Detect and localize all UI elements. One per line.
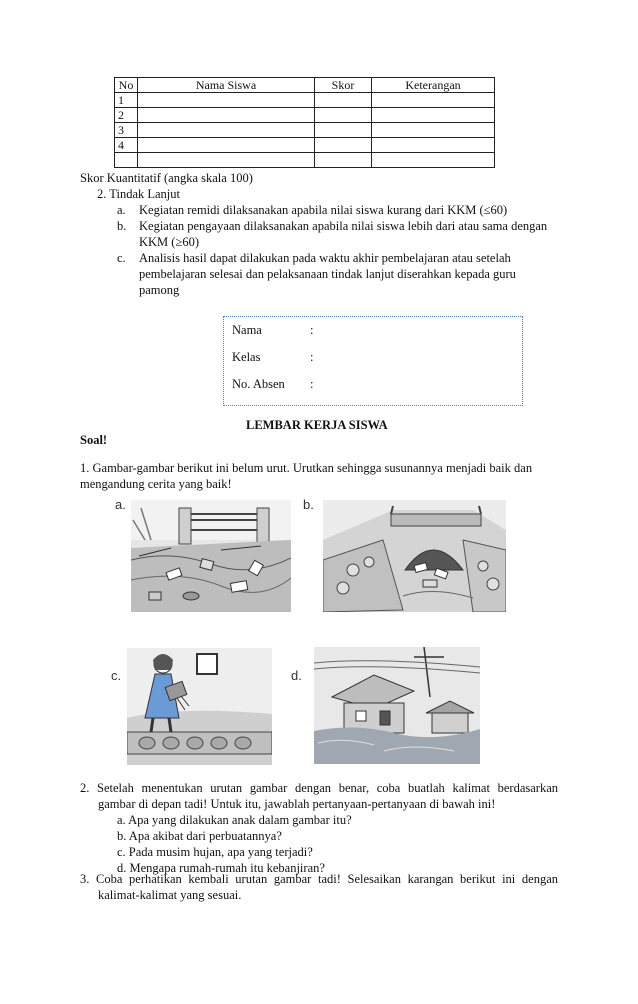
header-keterangan: Keterangan [372, 78, 495, 93]
table-row [115, 138, 495, 153]
cell [315, 93, 372, 108]
cell [372, 93, 495, 108]
question-2-line: gambar di depan tadi! Untuk itu, jawablah pertanyaan-pertanyaan di bawah ini! [98, 797, 496, 811]
cell [372, 153, 495, 168]
row-number: 4 [115, 138, 138, 153]
cell [138, 108, 315, 123]
cell [372, 123, 495, 138]
picture-b-clogged-culvert [323, 500, 506, 612]
kelas-label: Kelas [232, 350, 261, 364]
picture-c-girl-throwing-trash [127, 648, 272, 765]
list-item: pembelajaran selesai dan pelaksanaan tindak lanjut diserahkan kepada guru [139, 267, 516, 281]
list-item: KKM (≥60) [139, 235, 199, 249]
nama-colon: : [310, 323, 314, 337]
header-skor: Skor [315, 78, 372, 93]
table-header-row [115, 78, 495, 93]
cell [315, 108, 372, 123]
picture-d-letter: d. [291, 668, 302, 683]
question-3-line: 3. Coba perhatikan kembali urutan gambar tadi! Selesaikan karangan berikut ini dengan [80, 872, 558, 886]
question-2-sub-item: b. Apa akibat dari perbuatannya? [117, 829, 282, 843]
skor-kuantitatif-label: Skor Kuantitatif (angka skala 100) [80, 171, 253, 185]
list-item: pamong [139, 283, 180, 297]
no-absen-colon: : [310, 377, 314, 391]
row-number: 3 [115, 123, 138, 138]
cell [372, 108, 495, 123]
picture-d-flooded-houses [314, 647, 480, 764]
table-row [115, 153, 495, 168]
table-row [115, 93, 495, 108]
list-item: Kegiatan pengayaan dilaksanakan apabila nilai siswa lebih dari atau sama dengan [139, 219, 548, 233]
picture-c-letter: c. [111, 668, 122, 683]
no-absen-field[interactable] [232, 377, 313, 392]
score-table [114, 77, 495, 168]
cell [315, 138, 372, 153]
nama-field[interactable] [232, 323, 313, 338]
list-marker: a. [117, 203, 126, 217]
cell [138, 153, 315, 168]
question-2-sub-item: d. Mengapa rumah-rumah itu kebanjiran? [117, 861, 325, 875]
list-marker: c. [117, 251, 126, 265]
question-1-line: mengandung cerita yang baik! [80, 477, 232, 491]
kelas-field[interactable] [232, 350, 313, 365]
header-nama-siswa: Nama Siswa [138, 78, 315, 93]
list-marker: b. [117, 219, 127, 233]
list-item: Analisis hasil dapat dilakukan pada waktu akhir pembelajaran atau setelah [139, 251, 511, 265]
question-1-line: 1. Gambar-gambar berikut ini belum urut. Urutkan sehingga susunannya menjadi baik dan [80, 461, 533, 475]
student-identity-box [223, 316, 523, 406]
nama-label: Nama [232, 323, 262, 337]
cell [315, 123, 372, 138]
question-3-line: kalimat-kalimat yang sesuai. [98, 888, 242, 902]
row-number [115, 153, 138, 168]
tindak-lanjut-heading: 2. Tindak Lanjut [97, 187, 180, 201]
cell [315, 153, 372, 168]
picture-a-trash-bridge [131, 500, 291, 612]
cell [138, 93, 315, 108]
list-item: Kegiatan remidi dilaksanakan apabila nilai siswa kurang dari KKM (≤60) [139, 203, 508, 217]
row-number: 2 [115, 108, 138, 123]
no-absen-label: No. Absen [232, 377, 285, 391]
row-number: 1 [115, 93, 138, 108]
table-row [115, 123, 495, 138]
header-no: No [115, 78, 138, 93]
picture-a-letter: a. [115, 497, 126, 512]
picture-b-letter: b. [303, 497, 314, 512]
question-2-line: 2. Setelah menentukan urutan gambar dengan benar, coba buatlah kalimat berdasarkan [80, 781, 558, 795]
soal-label: Soal! [80, 433, 108, 447]
cell [138, 123, 315, 138]
table-row [115, 108, 495, 123]
cell [372, 138, 495, 153]
worksheet-title: LEMBAR KERJA SISWA [246, 418, 388, 432]
question-2-sub-item: c. Pada musim hujan, apa yang terjadi? [117, 845, 313, 859]
question-2-sub-item: a. Apa yang dilakukan anak dalam gambar itu? [117, 813, 352, 827]
cell [138, 138, 315, 153]
kelas-colon: : [310, 350, 314, 364]
